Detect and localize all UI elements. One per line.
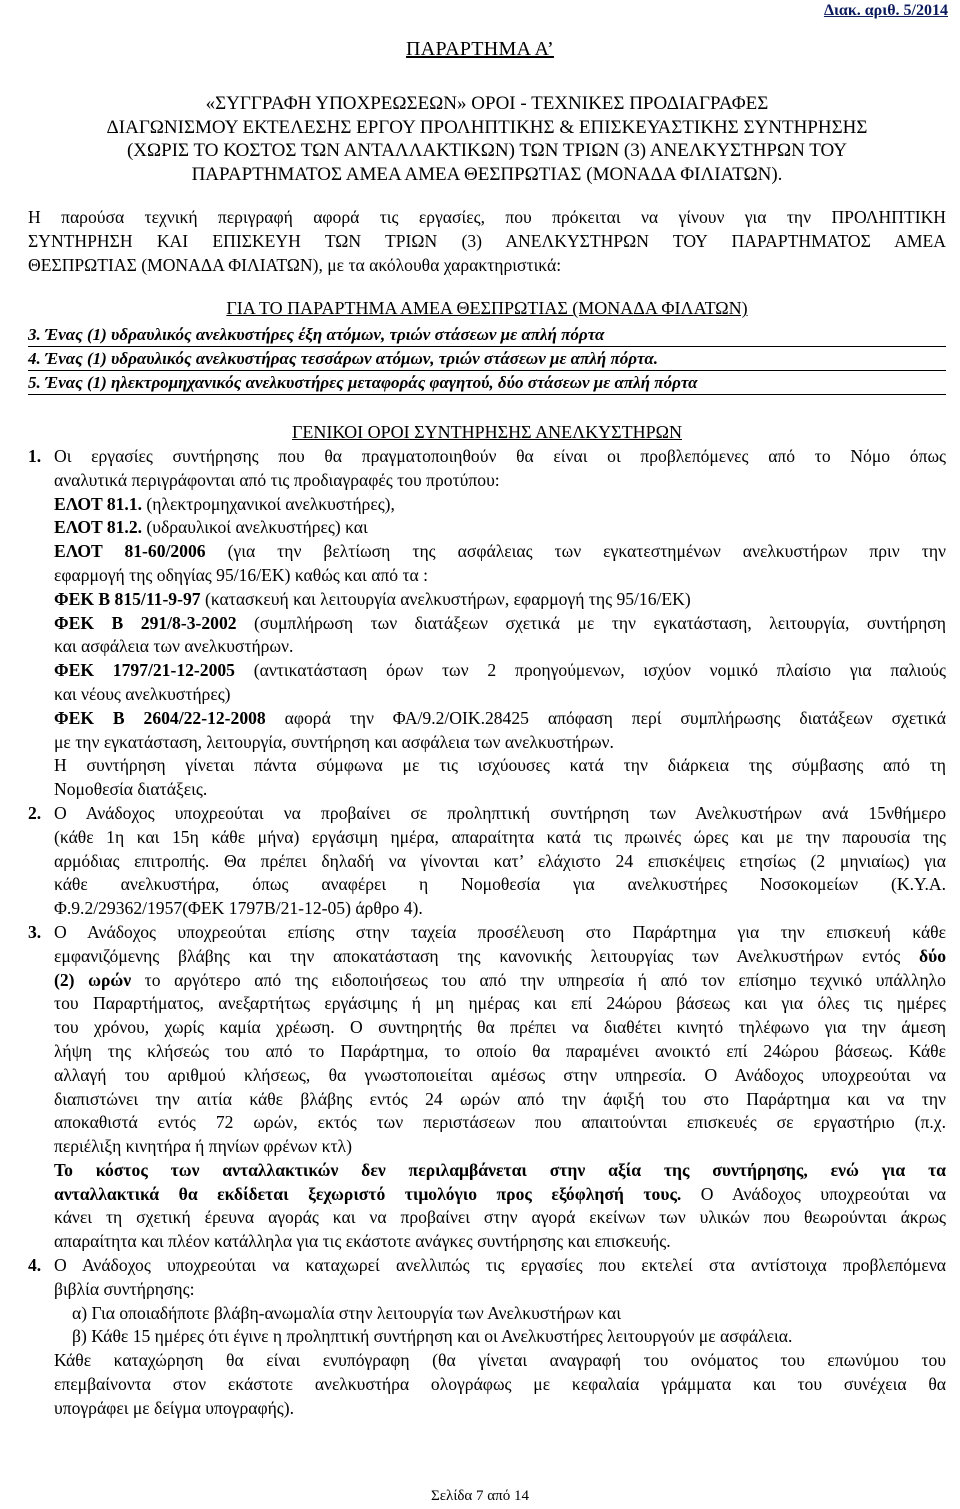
units-list [28,323,946,395]
main-title-line: (ΧΩΡΙΣ ΤΟ ΚΟΣΤΟΣ ΤΩΝ ΑΝΤΑΛΛΑΚΤΙΚΩΝ) ΤΩΝ ΤΡΙΩΝ (3) ΑΝΕΛΚΥΣΤΗΡΩΝ ΤΟΥ [126,140,848,161]
term-line: επεμβαίνοντα στον εκάστοτε ανελκυστήρα ολογράφως με κεφαλαία γράμματα και του συνέχεια θα [54,1374,946,1395]
term-line: βιβλία συντήρησης: [54,1278,195,1299]
term-line: Φ.9.2/29362/1957(ΦΕΚ 1797Β/21-12-05) άρθρο 4). [54,898,423,919]
main-title-line: ΠΑΡΑΡΤΗΜΑΤΟΣ ΑΜΕΑ ΑΜΕΑ ΘΕΣΠΡΩΤΙΑΣ (ΜΟΝΑΔΑ ΦΙΛΙΑΤΩΝ). [191,163,783,185]
page-number: Σελίδα 7 από 14 [431,1488,529,1504]
term-line: με την εγκατάσταση, λειτουργία, συντήρηση και ασφάλεια των ανελκυστήρων. [54,731,614,752]
term-line: του Παραρτήματος, ανεξαρτήτως εργάσιμης ή μη ημέρας και επί 24ώρου βάσεως και για όλες τις ημέρες [54,993,946,1014]
term-line: και ασφάλεια των ανελκυστήρων. [54,636,294,657]
term-line: εμφανιζόμενης βλάβης και την αποκατάσταση της κανονικής λειτουργίας των Ανελκυστήρων εντός δύο [54,945,946,966]
term-line: αποκαθιστά εντός 72 ωρών, εκτός των περιστάσεων που απαιτούνται επισκευές σε εργαστήριο (π.χ. [54,1112,946,1133]
unit-item: 4. Ένας (1) υδραυλικός ανελκυστήρας τεσσάρων ατόμων, τριών στάσεων με απλή πόρτα. [28,347,946,371]
term-line: ΦΕΚ Β 2604/22-12-2008 αφορά την ΦΑ/9.2/ΟΙΚ.28425 απόφαση περί συμπλήρωσης διατάξεων σχετικά [54,707,946,728]
unit-item: 5. Ένας (1) ηλεκτρομηχανικός ανελκυστήρες μεταφοράς φαγητού, δύο στάσεων με απλή πόρτα [28,371,946,395]
term-line: Ο Ανάδοχος υποχρεούται να καταχωρεί ανελλιπώς τις εργασίες που εκτελεί στα αντίστοιχα προβλεπόμενα [54,1255,946,1276]
intro-line: Η παρούσα τεχνική περιγραφή αφορά τις εργασίες, που πρόκειται να γίνουν για την ΠΡΟΛΗΠΤΙΚΗ [28,207,946,227]
term-line: ΦΕΚ 1797/21-12-2005 (αντικατάσταση όρων των 2 προηγούμενων, ισχύον νομικό πλαίσιο για παλιούς [54,660,946,681]
term-2 [28,802,946,921]
term-line: ΕΛΟΤ 81.2. (υδραυλικοί ανελκυστήρες) και [54,517,368,538]
term-number: 4. [28,1255,42,1276]
intro-paragraph [28,206,946,277]
term-line: κάθε ανελκυστήρα, όπως αναφέρει η Νομοθεσία για ανελκυστήρες Νοσοκομείων (Κ.Υ.Α. [54,874,946,895]
term-line: και νέους ανελκυστήρες) [54,683,231,704]
general-terms-title: ΓΕΝΙΚΟΙ ΟΡΟΙ ΣΥΝΤΗΡΗΣΗΣ ΑΝΕΛΚΥΣΤΗΡΩΝ [292,422,682,443]
term-line: Νομοθεσία διατάξεις. [54,779,208,800]
term-line: εφαρμογή της οδηγίας 95/16/ΕΚ) καθώς και από τα : [54,564,429,585]
term-subitem: β) Κάθε 15 ημέρες ότι έγινε η προληπτική συντήρηση και οι Ανελκυστήρες λειτουργούν με ασφάλεια. [72,1326,793,1347]
term-line: διαπιστώνει την αιτία κάθε βλάβης εντός 24 ωρών από την άφιξή του στο Παράρτημα και να την [54,1088,946,1109]
term-1 [28,445,946,802]
term-line: υπογράφει με δείγμα υπογραφής). [54,1397,295,1418]
main-title-line: «ΣΥΓΓΡΑΦΗ ΥΠΟΧΡΕΩΣΕΩΝ» ΟΡΟΙ - ΤΕΧΝΙΚΕΣ ΠΡΟΔΙΑΓΡΑΦΕΣ [205,93,769,114]
term-4 [28,1254,946,1421]
term-subitem: α) Για οποιαδήποτε βλάβη-ανωμαλία στην λειτουργία των Ανελκυστήρων και [72,1302,621,1323]
document-reference: Διακ. αριθ. 5/2014 [823,2,948,19]
term-line: Η συντήρηση γίνεται πάντα σύμφωνα με τις ισχύουσες κατά την διάρκεια της σύμβασης από τη [54,755,946,776]
term-line: του χρόνου, χωρίς καμία χρέωση. Ο συντηρητής θα πρέπει να διαθέτει κινητό τηλέφωνο για την άμεση [54,1017,946,1038]
main-title-line: ΔΙΑΓΩΝΙΣΜΟΥ ΕΚΤΕΛΕΣΗΣ ΕΡΓΟΥ ΠΡΟΛΗΠΤΙΚΗΣ & ΕΠΙΣΚΕΥΑΣΤΙΚΗΣ ΣΥΝΤΗΡΗΣΗΣ [106,116,868,138]
term-line: ΕΛΟΤ 81-60/2006 (για την βελτίωση της ασφάλειας των εγκατεστημένων ανελκυστήρων πριν την [54,541,946,562]
term-line: κάνει τη σχετική έρευνα αγοράς και να προβαίνει στην αγορά εκείνων των υλικών που θεωρούνται άκρως [54,1207,946,1228]
units-title: ΓΙΑ ΤΟ ΠΑΡΑΡΤΗΜΑ ΑΜΕΑ ΘΕΣΠΡΩΤΙΑΣ (ΜΟΝΑΔΑ ΦΙΛΑΤΩΝ) [226,298,748,319]
intro-line: ΣΥΝΤΗΡΗΣΗ ΚΑΙ ΕΠΙΣΚΕΥΗ ΤΩΝ ΤΡΙΩΝ (3) ΑΝΕΛΚΥΣΤΗΡΩΝ ΤΟΥ ΠΑΡΑΡΤΗΜΑΤΟΣ ΑΜΕΑ [28,230,946,251]
unit-item: 3. Ένας (1) υδραυλικός ανελκυστήρες έξη ατόμων, τριών στάσεων με απλή πόρτα [28,323,946,347]
term-line: Ο Ανάδοχος υποχρεούται να προβαίνει σε προληπτική συντήρηση των Ανελκυστήρων ανά 15νθήμερο [54,802,946,823]
term-line: Κάθε καταχώρηση θα είναι ενυπόγραφη (θα γίνεται αναγραφή του ονόματος του επωνύμου του [54,1350,946,1371]
term-line: αλλαγή του αριθμού κλήσεως, θα γνωστοποιείται αμέσως στην υπηρεσία. Ο Ανάδοχος υποχρεούται να [54,1064,946,1085]
term-number: 1. [28,445,42,466]
term-line: απαραίτητα και πλέον κατάλληλα για τις εκάστοτε ανάγκες συντήρησης και επισκευής. [54,1231,671,1252]
term-line-bold: Το κόστος των ανταλλακτικών δεν περιλαμβάνεται στην αξία της συντήρησης, ενώ για τα [54,1159,946,1180]
term-line: Ο Ανάδοχος υποχρεούται επίσης στην ταχεία προσέλευση στο Παράρτημα για την επισκευή κάθε [54,921,946,942]
term-line: περιέλιξη κινητήρα ή πηνίων φρένων κτλ) [54,1136,352,1157]
main-title [28,92,946,186]
term-number: 2. [28,802,42,823]
intro-line: ΘΕΣΠΡΩΤΙΑΣ (ΜΟΝΑΔΑ ΦΙΛΙΑΤΩΝ), με τα ακόλουθα χαρακτηριστικά: [28,254,562,275]
term-line: αρμόδιας επιτροπής. Θα πρέπει δηλαδή να γίνονται κατ’ ελάχιστο 24 επισκέψεις ετησίως (2 μηνιαίως) για [54,850,946,871]
annex-title: ΠΑΡΑΡΤΗΜΑ Α’ [406,38,554,60]
term-line: ΦΕΚ Β 815/11-9-97 (κατασκευή και λειτουργία ανελκυστήρων, εφαρμογή της 95/16/ΕΚ) [54,588,691,609]
document-body [28,206,946,1421]
term-3 [28,921,946,1254]
term-line: λήψη της κλήσεώς του από το Παράρτημα, το οποίο θα παραμένει ανοικτό επί 24ώρου βάσεως. Κάθε [54,1040,946,1061]
term-line: (κάθε 1η και 15η κάθε μήνα) εργάσιμη ημέρα, απαραίτητα κατά τις πρωινές ώρες και με την παρουσία της [54,826,946,847]
term-line: ΦΕΚ Β 291/8-3-2002 (συμπλήρωση των διατάξεων σχετικά με την εγκατάσταση, λειτουργία, συντήρηση [54,612,946,633]
term-line: Οι εργασίες συντήρησης που θα πραγματοποιηθούν θα είναι οι προβλεπόμενες από το Νόμο όπως [54,445,946,466]
term-number: 3. [28,921,42,942]
term-line: (2) ωρών το αργότερο από της ειδοποιήσεως του από την υπηρεσία ή από τον επίσημο τεχνικό υπάλληλο [54,969,946,990]
term-line: ανταλλακτικά θα εκδίδεται ξεχωριστό τιμολόγιο προς εξόφλησή τους. Ο Ανάδοχος υποχρεούται να [54,1183,946,1204]
term-line: αναλυτικά περιγράφονται από τις προδιαγραφές του προτύπου: [54,469,500,490]
term-line: ΕΛΟΤ 81.1. (ηλεκτρομηχανικοί ανελκυστήρες), [54,493,395,514]
